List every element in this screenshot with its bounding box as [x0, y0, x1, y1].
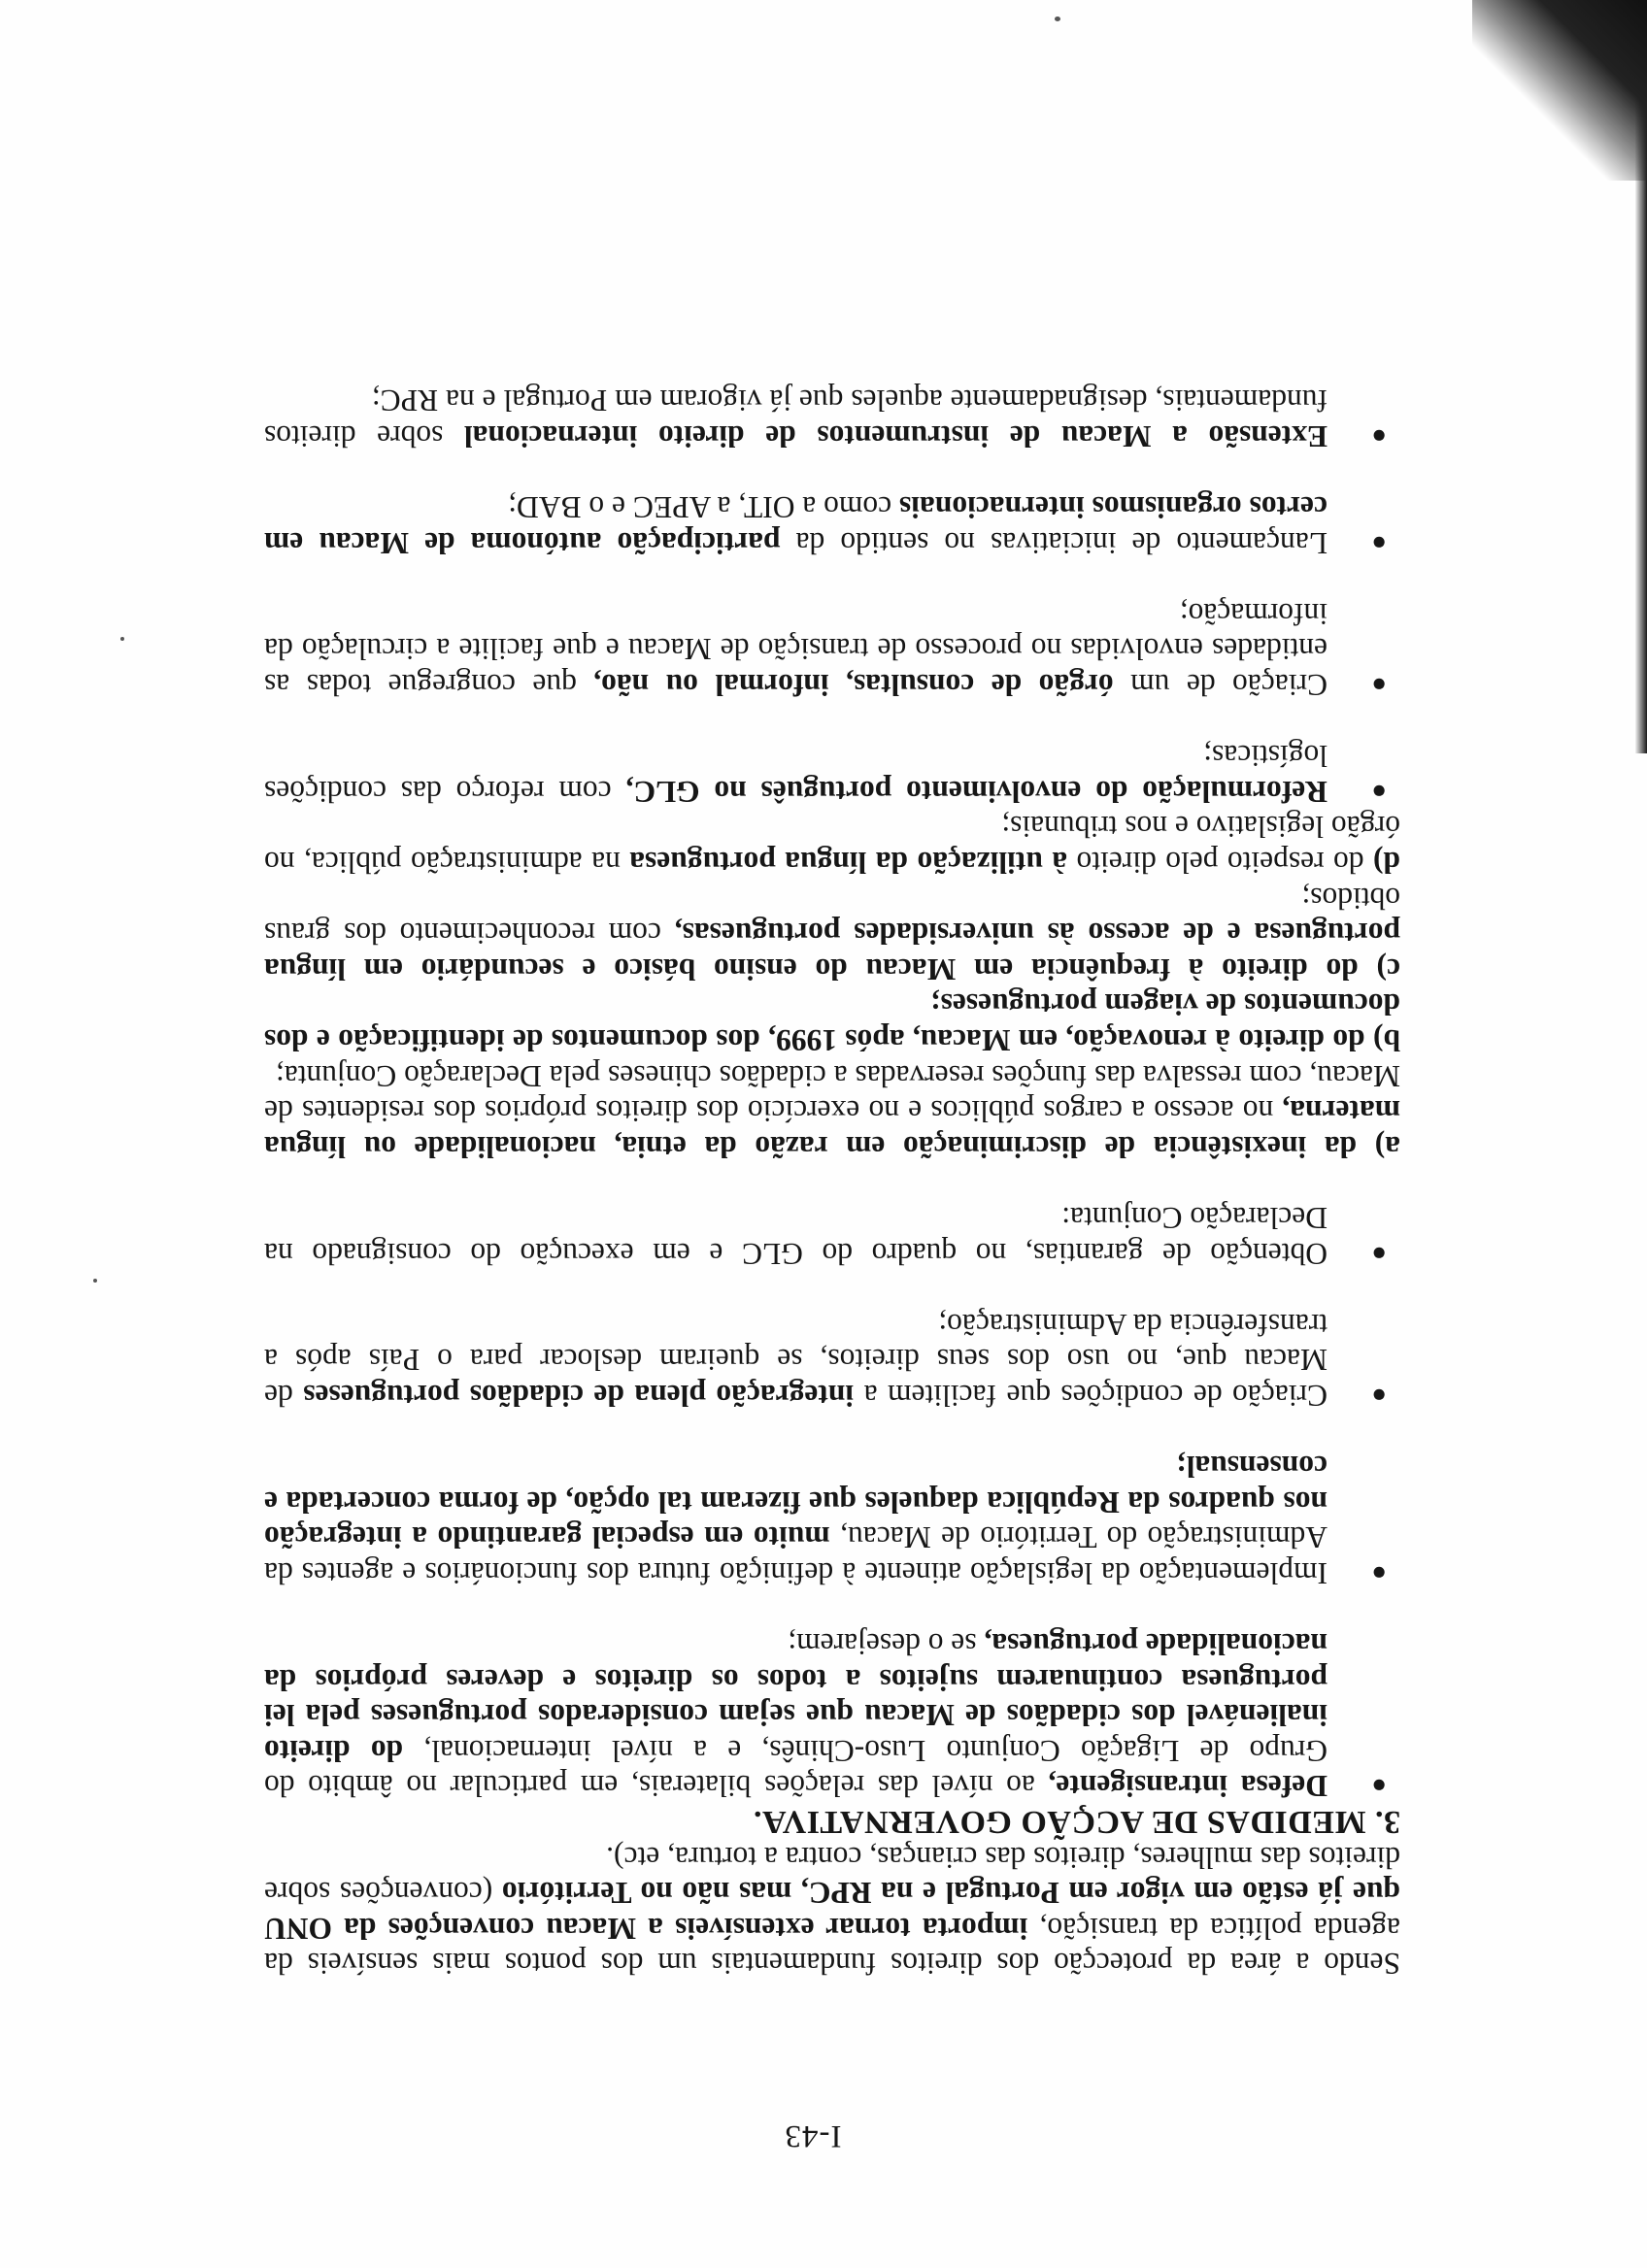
bullet-item [264, 595, 1400, 702]
bullet-item [264, 738, 1400, 809]
text-run: de Macau que, no uso dos seus direitos, se queiram deslocar para o País após a transferência da Administração; [264, 1307, 1328, 1413]
bullet-icon: ● [1371, 777, 1387, 806]
text-run: Obtenção de garantias, no quadro do GLC e em execução do consignado na Declaração Conjunta: [264, 1200, 1328, 1271]
bullet-icon: ● [1371, 1772, 1387, 1801]
sublist-item [264, 809, 1400, 880]
sublist-item [264, 1057, 1400, 1164]
bold-text-run: c) do direito à frequência em Macau do ensino básico e secundário em língua portuguesa e de acesso às universidades portuguesas, [264, 917, 1400, 986]
intro-paragraph [264, 1839, 1400, 1981]
bullet-item [264, 1625, 1400, 1803]
bold-text-run: muito em especial garantindo a integração nos quadros da República daqueles que fizeram tal opção, de forma concertada e consensual; [264, 1450, 1328, 1555]
bullet-item [264, 1306, 1400, 1413]
text-run: ao nível das relações bilaterais, em particular no âmbito do Grupo de Ligação Conjunto Luso-Chinês, e a nível internacional, [264, 1733, 1328, 1804]
bullet-icon: ● [1371, 1558, 1387, 1587]
bold-text-run: Defesa intransigente, [1048, 1769, 1328, 1804]
text-run: Implementação da legislação atinente à definição futura dos funcionários e agentes da Administração do Território de Macau, [264, 1520, 1328, 1590]
text-run: como a OIT, a APEC e o BAD; [508, 490, 900, 525]
sublist-item [264, 986, 1400, 1057]
bold-text-run: à utilização da língua portuguesa [629, 846, 1068, 880]
text-run: com reforço das condições logísticas; [264, 739, 1328, 809]
bold-text-run: do direito inalienável dos cidadãos de Macau que sejam considerados portugueses pela lei portuguesa continuarem sujeitos a todos os direitos e deveres próprios da nacionalidade portuguesa, [264, 1627, 1328, 1768]
scan-speck [93, 1279, 97, 1283]
bold-text-run: órgão de consultas, informal ou não, [593, 668, 1114, 703]
bullet-icon: ● [1371, 1381, 1387, 1410]
bold-text-run: importa tornar extensíveis a Macau convenções da ONU que já estão em vigor em Portugal e na RPC, mas não no Território [263, 1876, 1400, 1946]
text-run: (convenções sobre direitos das mulheres, direitos das crianças, contra a tortura, etc). [264, 1840, 1400, 1911]
bullet-item [264, 383, 1400, 453]
guarantees-sublist [264, 809, 1400, 1164]
bold-text-run: participação autónoma de Macau em certos organismos internacionais [264, 490, 1328, 560]
bullet-icon: ● [1371, 1239, 1387, 1268]
section-heading: 3. MEDIDAS DE ACÇÃO GOVERNATIVA. [753, 1804, 1400, 1841]
text-run: Criação de um [1113, 668, 1328, 703]
bold-text-run: Reformulação do envolvimento português no GLC, [625, 774, 1328, 809]
text-run: sobre direitos fundamentais, designadamente aqueles que já vigoram em Portugal e na RPC; [264, 384, 1328, 453]
text-run: Sendo a área da protecção dos direitos fundamentais um dos pontos mais sensíveis da agenda política da transição, [264, 1911, 1400, 1982]
text-run: Lançamento de iniciativas no sentido da [780, 525, 1328, 560]
bullet-item [264, 1199, 1400, 1270]
bullet-icon: ● [1371, 671, 1387, 700]
bold-text-run: b) do direito à renovação, em Macau, após 1999, dos documentos de identificação e dos documentos de viagem portugueses; [264, 987, 1400, 1057]
text-run: no acesso a cargos públicos e no exercício dos direitos próprios dos residentes de Macau, com ressalva das funções reservadas a cidadãos chineses pela Declaração Conjunta; [264, 1058, 1400, 1129]
text-run: do respeito pelo direito [1067, 846, 1373, 880]
measures-list-continued [264, 383, 1400, 809]
binding-shadow [1472, 0, 1647, 181]
bullet-item [264, 488, 1400, 559]
text-run: que congregue todas as entidades envolvidas no processo de transição de Macau e que facilite a circulação da informação; [264, 596, 1328, 703]
bold-text-run: integração plena de cidadãos portugueses [303, 1378, 855, 1413]
bold-text-run: Extensão a Macau de instrumentos de direito internacional [463, 418, 1328, 453]
text-run: se o desejarem; [788, 1627, 985, 1662]
bullet-icon: ● [1371, 528, 1387, 557]
page-content [264, 347, 1400, 2153]
scan-speck [120, 637, 124, 641]
text-run: na administração pública, no órgão legislativo e nos tribunais; [264, 810, 1400, 880]
measures-list [264, 1199, 1400, 1803]
page-number: I-43 [784, 2118, 842, 2153]
bold-text-run: a) da inexistência de discriminação em razão da etnia, nacionalidade ou língua materna, [264, 1094, 1400, 1164]
scan-speck [1055, 17, 1060, 21]
bold-text-run: d) [1372, 846, 1400, 880]
bullet-item [264, 1449, 1400, 1590]
bullet-icon: ● [1371, 421, 1387, 450]
sublist-item [264, 880, 1400, 986]
text-run: Criação de condições que facilitem a [854, 1378, 1328, 1413]
text-run: com reconhecimento dos graus obtidos; [264, 881, 1400, 951]
